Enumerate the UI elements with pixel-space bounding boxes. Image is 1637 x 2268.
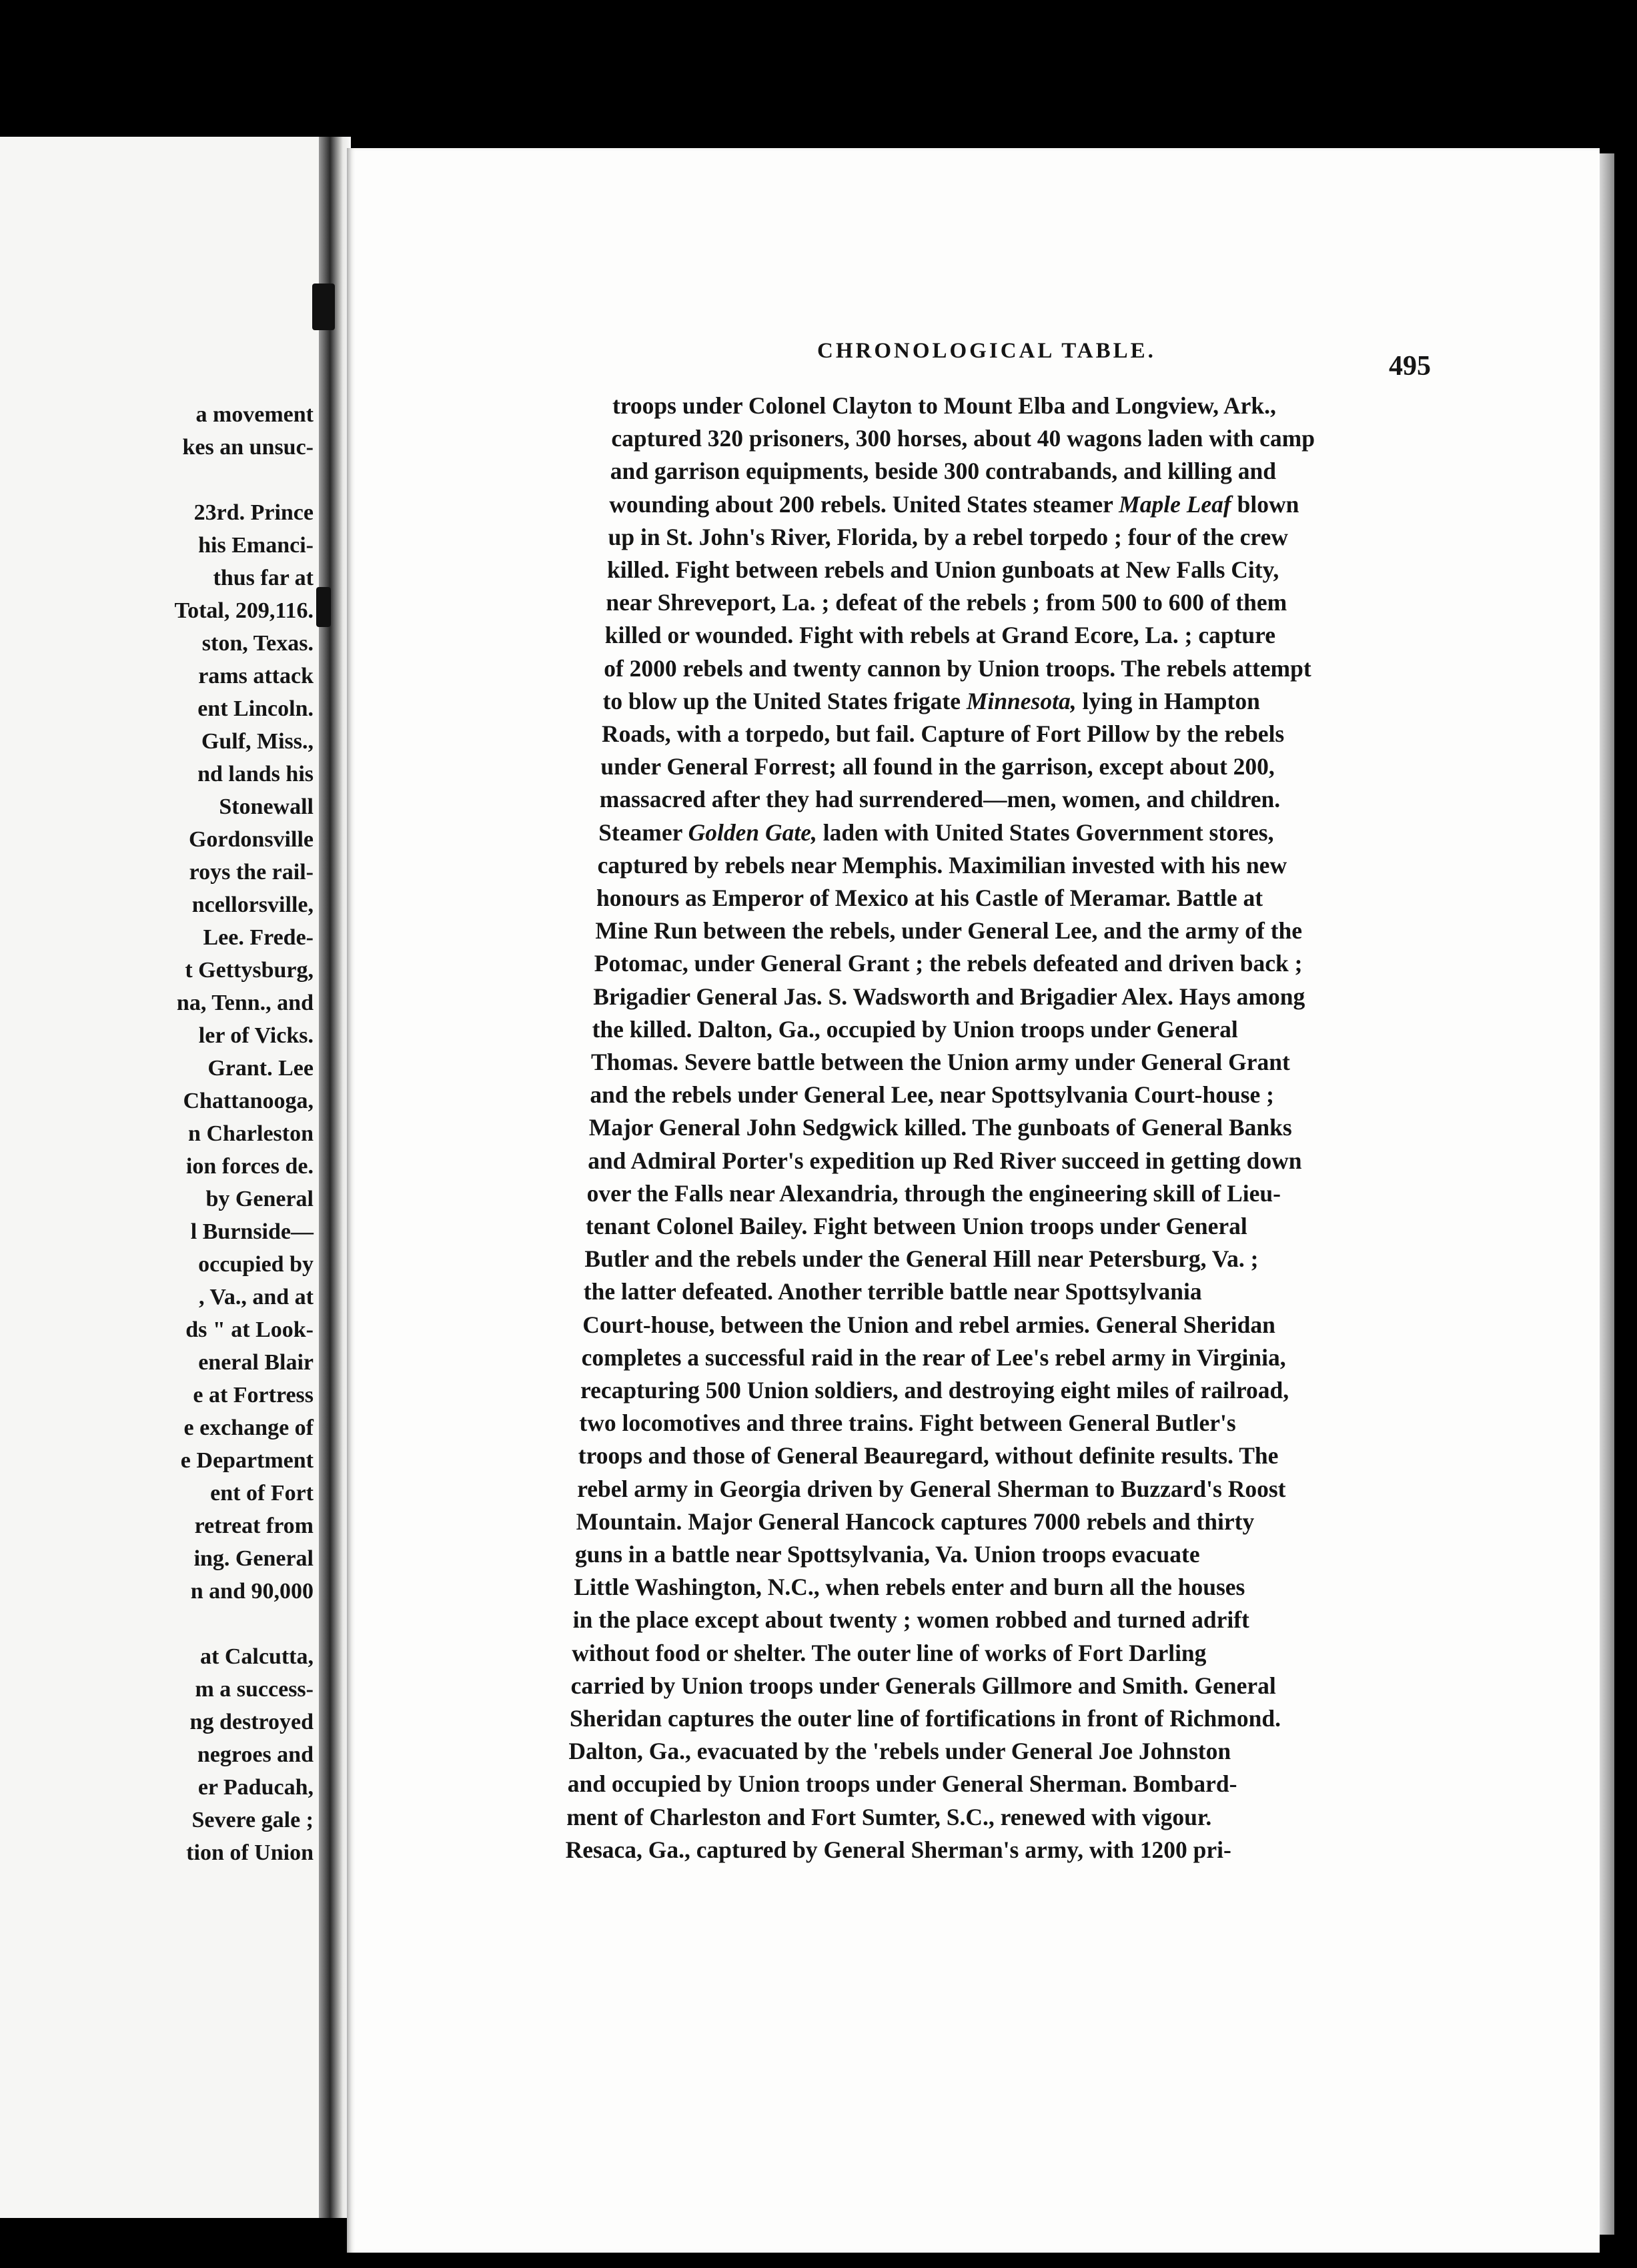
left-page-line: Grant. Lee: [207, 1056, 314, 1081]
left-page-line: occupied by: [198, 1252, 314, 1277]
left-page-line: e exchange of: [183, 1415, 314, 1440]
text-line: Potomac, under General Grant ; the rebels defeated and driven back ;: [594, 950, 1303, 977]
left-page-line: t Gettysburg,: [185, 958, 314, 983]
text-line: and garrison equipments, beside 300 contrabands, and killing and: [610, 458, 1276, 485]
left-page-line: ston, Texas.: [201, 631, 314, 656]
left-page-line: rams attack: [198, 664, 314, 688]
text-line: troops and those of General Beauregard, without definite results. The: [578, 1442, 1279, 1470]
left-page-line: e at Fortress: [193, 1383, 314, 1407]
text-line: Sheridan captures the outer line of fortifications in front of Richmond.: [570, 1705, 1281, 1732]
binding-clip: [316, 587, 331, 627]
text-line: two locomotives and three trains. Fight between General Butler's: [579, 1409, 1236, 1437]
text-line: Roads, with a torpedo, but fail. Capture of Fort Pillow by the rebels: [602, 720, 1285, 747]
text-line: completes a successful raid in the rear of Lee's rebel army in Virginia,: [581, 1343, 1286, 1371]
italic-vessel-name: Golden Gate,: [688, 818, 817, 846]
left-page-line: negroes and: [197, 1742, 314, 1767]
left-page-line: ds " at Look-: [185, 1317, 314, 1342]
left-page-line: ler of Vicks.: [198, 1023, 314, 1048]
text-line: ment of Charleston and Fort Sumter, S.C., renewed with vigour.: [566, 1803, 1212, 1830]
text-line: of 2000 rebels and twenty cannon by Union troops. The rebels attempt: [604, 654, 1311, 682]
text-line: near Shreveport, La. ; defeat of the rebels ; from 500 to 600 of them: [606, 589, 1287, 616]
italic-vessel-name: Minnesota,: [966, 687, 1077, 714]
left-page-line: ing. General: [193, 1546, 314, 1571]
left-page-line: n Charleston: [188, 1121, 314, 1146]
left-page-line: thus far at: [213, 566, 314, 590]
left-page-line: Lee. Frede-: [203, 925, 314, 950]
left-page-line: m a success-: [195, 1677, 314, 1702]
left-page-line: , Va., and at: [199, 1285, 314, 1309]
text-line: guns in a battle near Spottsylvania, Va. Union troops evacuate: [575, 1541, 1200, 1568]
left-page-line: roys the rail-: [189, 860, 314, 885]
text-line: [598, 817, 1273, 848]
text-line: Butler and the rebels under the General Hill near Petersburg, Va. ;: [584, 1245, 1259, 1273]
left-page-line: Stonewall: [219, 794, 314, 819]
text-line: Dalton, Ga., evacuated by the 'rebels under General Joe Johnston: [568, 1738, 1231, 1765]
left-page-line: Gulf, Miss.,: [201, 729, 314, 754]
text-line: the killed. Dalton, Ga., occupied by Union troops under General: [592, 1015, 1238, 1043]
text-line: Thomas. Severe battle between the Union army under General Grant: [591, 1049, 1290, 1075]
text-line: up in St. John's River, Florida, by a rebel torpedo ; four of the crew: [608, 523, 1288, 550]
left-page-line: tion of Union: [186, 1840, 314, 1865]
text-line: without food or shelter. The outer line of works of Fort Darling: [572, 1639, 1207, 1666]
text-line: and occupied by Union troops under General Sherman. Bombard-: [567, 1770, 1237, 1798]
text-line: Court-house, between the Union and rebel armies. General Sheridan: [582, 1311, 1275, 1338]
left-page-line: Total, 209,116.: [174, 598, 314, 623]
left-page-line: 23rd. Prince: [193, 500, 314, 525]
left-page-line: at Calcutta,: [200, 1644, 314, 1669]
text-line: Brigadier General Jas. S. Wadsworth and Brigadier Alex. Hays among: [593, 983, 1305, 1010]
text-line: Resaca, Ga., captured by General Sherman's army, with 1200 pri-: [565, 1836, 1231, 1863]
text-run: lying in Hampton: [1076, 687, 1260, 714]
text-line: [603, 686, 1260, 717]
left-page-line: ent of Fort: [210, 1481, 314, 1506]
left-page: [0, 137, 319, 2218]
text-line: killed. Fight between rebels and Union gunboats at New Falls City,: [607, 556, 1279, 583]
left-page-line: ion forces de.: [185, 1154, 314, 1179]
text-line: Little Washington, N.C., when rebels enter and burn all the houses: [574, 1574, 1245, 1601]
page-edge: [1600, 153, 1614, 2235]
text-line: massacred after they had surrendered—men, women, and children.: [599, 786, 1281, 813]
text-line: honours as Emperor of Mexico at his Castle of Meramar. Battle at: [596, 885, 1263, 911]
left-page-line: Chattanooga,: [183, 1089, 314, 1113]
text-line: Major General John Sedgwick killed. The gunboats of General Banks: [588, 1114, 1292, 1141]
text-line: Mine Run between the rebels, under General Lee, and the army of the: [595, 917, 1303, 945]
left-page-line: retreat from: [194, 1514, 314, 1538]
text-line: captured 320 prisoners, 300 horses, about 40 wagons laden with camp: [611, 425, 1315, 452]
text-line: in the place except about twenty ; women robbed and turned adrift: [572, 1606, 1249, 1634]
text-line: recapturing 500 Union soldiers, and destroying eight miles of railroad,: [580, 1377, 1289, 1403]
text-line: the latter defeated. Another terrible battle near Spottsylvania: [583, 1278, 1202, 1305]
text-line: under General Forrest; all found in the garrison, except about 200,: [600, 753, 1275, 780]
binding-clip: [312, 284, 335, 330]
text-run: wounding about 200 rebels. United States steamer: [609, 490, 1119, 518]
text-line: over the Falls near Alexandria, through the engineering skill of Lieu-: [586, 1179, 1281, 1207]
text-run: laden with United States Government stores,: [816, 818, 1274, 846]
left-page-line: Gordonsville: [188, 827, 314, 852]
text-line: killed or wounded. Fight with rebels at Grand Ecore, La. ; capture: [604, 622, 1276, 649]
left-page-line: nd lands his: [197, 762, 314, 786]
italic-vessel-name: Maple Leaf: [1119, 490, 1231, 518]
text-run: Steamer: [598, 818, 688, 846]
left-page-line: ng destroyed: [189, 1710, 314, 1734]
left-page-line: eneral Blair: [198, 1350, 314, 1375]
text-run: blown: [1231, 490, 1299, 518]
text-line: carried by Union troops under Generals Gillmore and Smith. General: [570, 1672, 1276, 1699]
text-line: troops under Colonel Clayton to Mount Elba and Longview, Ark.,: [612, 392, 1276, 419]
text-line: tenant Colonel Bailey. Fight between Union troops under General: [586, 1213, 1247, 1239]
text-line: and Admiral Porter's expedition up Red River succeed in getting down: [588, 1147, 1302, 1174]
left-page-line: ncellorsville,: [191, 893, 314, 917]
running-head: CHRONOLOGICAL TABLE.: [817, 339, 1156, 363]
text-line: and the rebels under General Lee, near Spottsylvania Court-house ;: [590, 1081, 1274, 1109]
text-run: to blow up the United States frigate: [602, 687, 967, 714]
left-page-line: e Department: [180, 1448, 314, 1473]
left-page-line: his Emanci-: [198, 533, 314, 558]
left-page-line: kes an unsuc-: [182, 435, 314, 460]
left-page-line: l Burnside—: [190, 1219, 314, 1244]
left-page-line: ent Lincoln.: [197, 696, 314, 721]
text-line: [609, 489, 1299, 520]
text-line: rebel army in Georgia driven by General Sherman to Buzzard's Roost: [577, 1475, 1286, 1502]
left-page-line: a movement: [195, 402, 314, 427]
book-gutter: [319, 137, 351, 2218]
text-line: Mountain. Major General Hancock captures 7000 rebels and thirty: [576, 1508, 1255, 1535]
left-page-line: n and 90,000: [190, 1579, 314, 1604]
left-page-line: er Paducah,: [197, 1775, 314, 1800]
left-page-line: na, Tenn., and: [176, 991, 314, 1015]
left-page-line: by General: [205, 1187, 314, 1211]
left-page-line: Severe gale ;: [191, 1808, 314, 1832]
page-number: 495: [1389, 351, 1431, 382]
text-line: captured by rebels near Memphis. Maximilian invested with his new: [597, 851, 1287, 879]
